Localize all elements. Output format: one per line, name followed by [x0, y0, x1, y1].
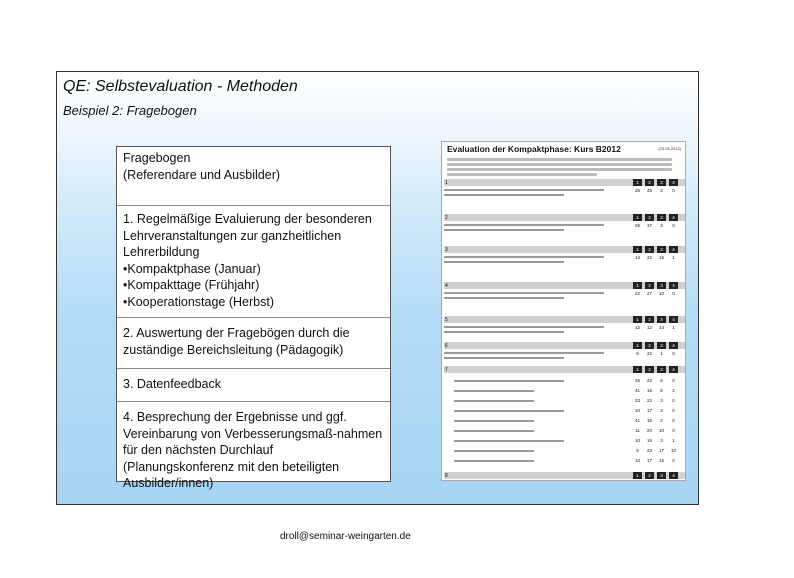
q7-score-value: 0: [672, 378, 675, 383]
score-value: 1: [672, 255, 675, 260]
q7-item-text: [454, 440, 564, 442]
q7-score-value: 10: [634, 438, 640, 443]
scale-label: 3: [657, 282, 666, 289]
scale-label: 2: [645, 366, 654, 373]
question-text: [444, 352, 604, 354]
score-value: 22: [646, 351, 652, 356]
scale-label: 1: [633, 472, 642, 479]
score-value: 3: [660, 188, 663, 193]
q7-score-value: 16: [646, 388, 652, 393]
scale-label: 1: [633, 214, 642, 221]
scale-label: 3: [657, 472, 666, 479]
question-text: [444, 261, 564, 263]
q7-score-value: 16: [658, 458, 664, 463]
q7-score-value: 23: [646, 448, 652, 453]
intro-line: [447, 168, 672, 171]
box-header-line1: Fragebogen: [123, 151, 191, 165]
q7-score-value: 11: [635, 428, 640, 433]
q7-score-value: 0: [672, 428, 675, 433]
q7-score-value: 6: [660, 378, 663, 383]
question-number: 7: [445, 367, 448, 373]
q7-score-value: 0: [672, 418, 675, 423]
question-text: [444, 292, 604, 294]
doc-date: (23.05.2012): [658, 146, 681, 151]
question-text: [444, 357, 564, 359]
section-1: [117, 206, 390, 318]
q7-score-value: 26: [634, 378, 640, 383]
intro-line: [447, 158, 672, 161]
section-1-bullet-3: •Kooperationstage (Herbst): [123, 294, 274, 309]
question-text: [444, 224, 604, 226]
scale-label: 1: [633, 316, 642, 323]
question-number: 8: [445, 473, 448, 479]
q7-score-value: 16: [646, 418, 652, 423]
q7-item-text: [454, 380, 564, 382]
scale-label: 3: [657, 316, 666, 323]
box-header: [117, 147, 390, 206]
scale-label: 3: [657, 366, 666, 373]
score-value: 46: [646, 188, 652, 193]
scale-label: 1: [633, 179, 642, 186]
section-4-text: 4. Besprechung der Ergebnisse und ggf. Vereinbarung von Verbesserungsmaß-nahmen für den nächsten Durchlauf (Planungskonferenz mit den beteiligten Ausbilder/innen): [123, 410, 383, 490]
scale-label: 4: [669, 246, 678, 253]
question-number: 1: [445, 180, 448, 186]
scale-label: 4: [669, 214, 678, 221]
score-value: 14: [658, 325, 664, 330]
question-text: [444, 256, 604, 258]
score-value: 14: [634, 255, 640, 260]
scale-label: 2: [645, 214, 654, 221]
slide-subtitle: Beispiel 2: Fragebogen: [63, 103, 197, 118]
score-value: 22: [646, 255, 652, 260]
scale-label: 3: [657, 214, 666, 221]
questionnaire-thumbnail: [441, 141, 686, 481]
scale-label: 4: [669, 179, 678, 186]
score-value: 12: [634, 325, 640, 330]
scale-label: 4: [669, 366, 678, 373]
scale-label: 4: [669, 316, 678, 323]
section-3: [117, 369, 390, 402]
q7-score-value: 5: [636, 448, 639, 453]
q7-score-value: 10: [634, 408, 640, 413]
scale-label: 1: [633, 366, 642, 373]
score-value: 0: [672, 223, 675, 228]
intro-line: [447, 173, 597, 176]
q7-score-value: 3: [660, 398, 663, 403]
q7-score-value: 17: [646, 458, 652, 463]
scale-label: 1: [633, 342, 642, 349]
slide-title: QE: Selbstevaluation - Methoden: [63, 78, 298, 95]
question-text: [444, 194, 564, 196]
q7-score-value: 0: [672, 398, 675, 403]
q7-score-value: 20: [646, 428, 652, 433]
scale-label: 3: [657, 246, 666, 253]
q7-score-value: 0: [672, 458, 675, 463]
q7-score-value: 16: [646, 438, 652, 443]
scale-label: 1: [633, 282, 642, 289]
scale-label: 3: [657, 179, 666, 186]
intro-line: [447, 163, 672, 166]
q7-score-value: 10: [658, 428, 664, 433]
section-1-bullet-1: •Kompaktphase (Januar): [123, 261, 261, 276]
section-3-text: 3. Datenfeedback: [123, 377, 221, 391]
box-header-line2: (Referendare und Ausbilder): [123, 167, 281, 182]
question-number: 3: [445, 247, 448, 253]
doc-title: Evaluation der Kompaktphase: Kurs B2012: [447, 144, 621, 154]
q7-item-text: [454, 460, 534, 462]
q7-score-value: 2: [660, 418, 663, 423]
scale-label: 2: [645, 342, 654, 349]
score-value: 22: [634, 291, 640, 296]
question-number: 6: [445, 343, 448, 349]
q7-score-value: 0: [672, 408, 675, 413]
scale-label: 2: [645, 246, 654, 253]
q7-score-value: 22: [646, 378, 652, 383]
question-number: 4: [445, 283, 448, 289]
score-value: 10: [658, 291, 664, 296]
score-value: 27: [646, 291, 652, 296]
q7-score-value: 6: [660, 388, 663, 393]
question-number: 2: [445, 215, 448, 221]
score-value: 12: [646, 325, 652, 330]
score-value: 37: [646, 223, 652, 228]
question-text: [444, 189, 604, 191]
score-value: 06: [634, 223, 640, 228]
section-1-bullet-2: •Kompakttage (Frühjahr): [123, 278, 260, 292]
score-value: 16: [658, 255, 664, 260]
scale-label: 2: [645, 179, 654, 186]
scale-label: 1: [633, 246, 642, 253]
q7-score-value: 2: [672, 388, 675, 393]
question-text: [444, 229, 564, 231]
section-2-text: 2. Auswertung der Fragebögen durch die zuständige Bereichsleitung (Pädagogik): [123, 326, 350, 357]
score-value: 3: [660, 223, 663, 228]
q7-score-value: 10: [634, 458, 640, 463]
score-value: 0: [672, 188, 675, 193]
q7-item-text: [454, 450, 534, 452]
section-2: [117, 318, 390, 369]
question-text: [444, 297, 564, 299]
score-value: 0: [672, 351, 675, 356]
q7-score-value: 17: [658, 448, 664, 453]
q7-item-text: [454, 410, 564, 412]
footer-email: droll@seminar-weingarten.de: [280, 531, 411, 542]
scale-label: 3: [657, 342, 666, 349]
q7-item-text: [454, 400, 534, 402]
q7-score-value: 23: [634, 398, 640, 403]
q7-item-text: [454, 430, 534, 432]
section-4: [117, 402, 390, 503]
q7-item-text: [454, 420, 534, 422]
q7-score-value: 1: [672, 438, 675, 443]
q7-score-value: 22: [646, 398, 652, 403]
q7-score-value: 17: [646, 408, 652, 413]
score-value: 1: [660, 351, 663, 356]
scale-label: 2: [645, 316, 654, 323]
q7-score-value: 41: [634, 418, 640, 423]
score-value: 1: [672, 325, 675, 330]
scale-label: 4: [669, 282, 678, 289]
score-value: 6: [636, 351, 639, 356]
q7-score-value: 41: [634, 388, 640, 393]
scale-label: 2: [645, 472, 654, 479]
scale-label: 4: [669, 342, 678, 349]
question-text: [444, 331, 564, 333]
score-value: 0: [672, 291, 675, 296]
score-value: 26: [634, 188, 640, 193]
q7-item-text: [454, 390, 534, 392]
fragebogen-box: [116, 146, 391, 490]
scale-label: 4: [669, 472, 678, 479]
q7-score-value: 3: [660, 438, 663, 443]
question-text: [444, 326, 604, 328]
q7-score-value: 3: [660, 408, 663, 413]
question-number: 5: [445, 317, 448, 323]
q7-score-value: 10: [670, 448, 676, 453]
section-1-text: 1. Regelmäßige Evaluierung der besonderen Lehrveranstaltungen zur ganzheitlichen Lehrerbildung: [123, 212, 372, 259]
scale-label: 2: [645, 282, 654, 289]
